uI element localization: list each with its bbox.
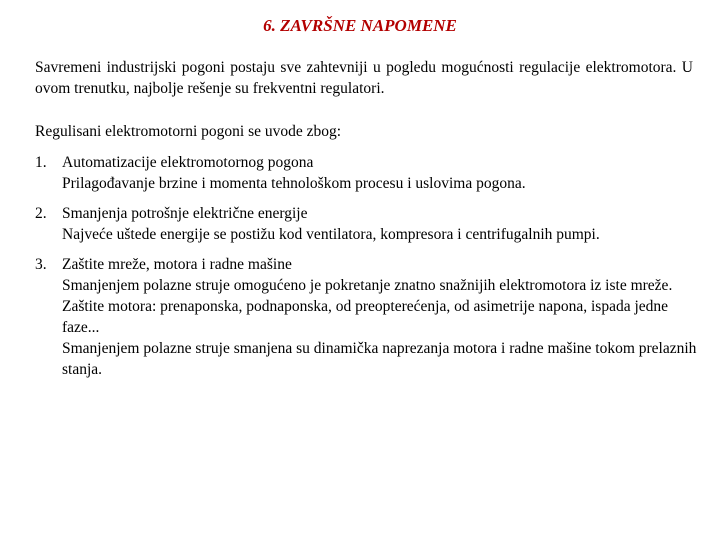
item-detail: Najveće uštede energije se postižu kod ventilatora, kompresora i centrifugalnih pumpi. [62, 226, 600, 243]
list-item [35, 152, 700, 194]
slide-title: 6. ZAVRŠNE NAPOMENE [263, 16, 457, 35]
intro-paragraph: Savremeni industrijski pogoni postaju sve zahtevniji u pogledu mogućnosti regulacije elektromotora. U ovom trenutku, najbolje rešenje su frekventni regulatori. [35, 59, 693, 97]
list-item [35, 203, 700, 245]
list-item [35, 254, 700, 380]
item-heading: Smanjenja potrošnje električne energije [62, 205, 308, 222]
item-heading: Zaštite mreže, motora i radne mašine [62, 256, 292, 273]
item-detail: Smanjenjem polazne struje smanjena su dinamička naprezanja motora i radne mašine tokom prelaznih stanja. [62, 340, 697, 378]
lead-sentence: Regulisani elektromotorni pogoni se uvode zbog: [35, 123, 342, 140]
item-detail: Zaštite motora: prenaponska, podnaponska, od preopterećenja, od asimetrije napona, ispada jedne faze... [62, 298, 669, 336]
reasons-list [35, 152, 700, 389]
item-heading: Automatizacije elektromotornog pogona [62, 154, 314, 171]
item-number: 3. [35, 256, 47, 273]
item-number: 1. [35, 154, 47, 171]
item-detail: Prilagođavanje brzine i momenta tehnološkom procesu i uslovima pogona. [62, 175, 526, 192]
item-detail: Smanjenjem polazne struje omogućeno je pokretanje znatno snažnijih elektromotora iz iste mreže. [62, 277, 673, 294]
item-number: 2. [35, 205, 47, 222]
